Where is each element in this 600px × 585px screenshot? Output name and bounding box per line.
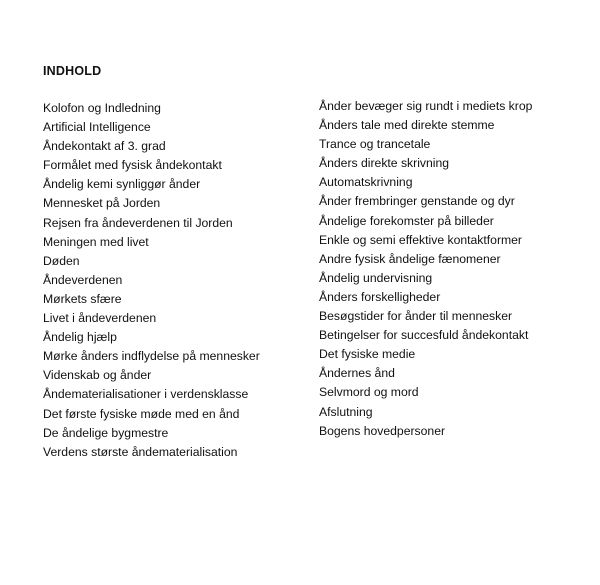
toc-entry: Mørke ånders indflydelse på mennesker bbox=[43, 349, 260, 364]
toc-entry: Åndelig kemi synliggør ånder bbox=[43, 177, 201, 192]
toc-column-left bbox=[43, 99, 260, 462]
toc-entry: Kolofon og Indledning bbox=[43, 101, 161, 115]
toc-entry: Rejsen fra åndeverdenen til Jorden bbox=[43, 215, 233, 230]
toc-entry: Afslutning bbox=[319, 404, 373, 419]
toc-entry: Andre fysisk åndelige fænomener bbox=[319, 251, 501, 266]
toc-entry: Åndelig hjælp bbox=[43, 330, 117, 345]
toc-entry: De åndelige bygmestre bbox=[43, 425, 169, 440]
toc-entry: Formålet med fysisk åndekontakt bbox=[43, 158, 222, 173]
toc-entry: Åndematerialisationer i verdensklasse bbox=[43, 387, 249, 402]
toc-entry: Ånders tale med direkte stemme bbox=[319, 118, 495, 133]
toc-entry: Videnskab og ånder bbox=[43, 368, 152, 383]
toc-entry: Døden bbox=[43, 253, 80, 268]
toc-entry: Det fysiske medie bbox=[319, 347, 416, 362]
toc-entry: Betingelser for succesfuld åndekontakt bbox=[319, 328, 529, 343]
toc-entry: Besøgstider for ånder til mennesker bbox=[319, 309, 513, 324]
toc-entry: Mennesket på Jorden bbox=[43, 196, 161, 211]
toc-column-right bbox=[319, 97, 532, 441]
toc-entry: Livet i åndeverdenen bbox=[43, 311, 157, 326]
toc-entry: Åndernes ånd bbox=[319, 366, 395, 381]
toc-entry: Det første fysiske møde med en ånd bbox=[43, 406, 240, 421]
toc-entry: Verdens største åndematerialisation bbox=[43, 444, 238, 459]
toc-entry: Trance og trancetale bbox=[319, 137, 431, 152]
toc-entry: Mørkets sfære bbox=[43, 291, 122, 306]
toc-entry: Ånder bevæger sig rundt i mediets krop bbox=[319, 99, 533, 113]
toc-entry: Ånder frembringer genstande og dyr bbox=[319, 194, 515, 209]
toc-entry: Selvmord og mord bbox=[319, 385, 419, 400]
toc-entry: Åndelig undervisning bbox=[319, 270, 433, 285]
toc-entry: Ånders direkte skrivning bbox=[319, 156, 450, 171]
toc-entry: Bogens hovedpersoner bbox=[319, 423, 446, 438]
toc-entry: Åndeverdenen bbox=[43, 272, 123, 287]
toc-entry: Enkle og semi effektive kontaktformer bbox=[319, 232, 522, 247]
toc-entry: Åndelige forekomster på billeder bbox=[319, 213, 494, 228]
toc-entry: Automatskrivning bbox=[319, 175, 413, 190]
toc-entry: Åndekontakt af 3. grad bbox=[43, 139, 166, 154]
page-title: INDHOLD bbox=[43, 64, 102, 78]
toc-entry: Meningen med livet bbox=[43, 234, 149, 249]
toc-entry: Artificial Intelligence bbox=[43, 120, 151, 135]
toc-entry: Ånders forskelligheder bbox=[319, 289, 441, 304]
